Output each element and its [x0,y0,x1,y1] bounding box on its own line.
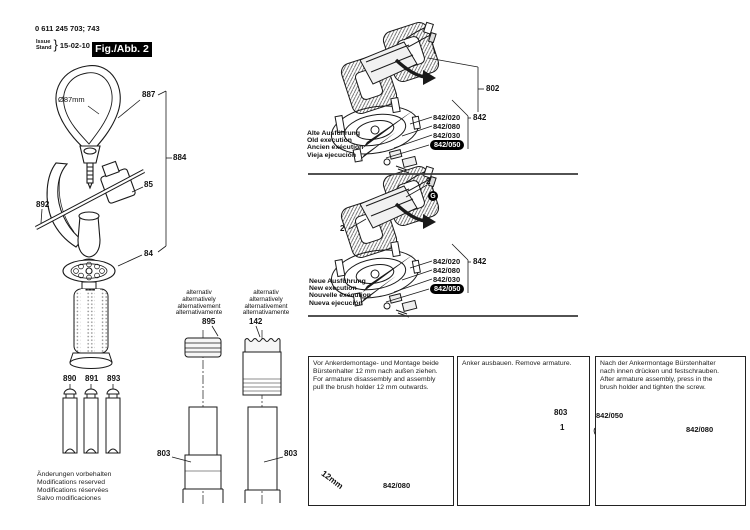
diameter-note: Ø87mm [58,95,85,104]
issue-date-row [36,37,90,53]
grease-badge: G [428,191,438,201]
instruction-box-2 [457,356,590,506]
callout-803-left: 803 [157,449,171,458]
callout-842-new: 842 [473,257,487,266]
tool-holder-803-right-drawing [245,407,280,503]
side-handle-grip-drawing [70,282,112,369]
alternative-note-2: alternativ alternatively alternativement alternativamente [242,289,290,317]
callout-842-080-box1: 842/080 [383,481,411,490]
callout-842-080-box3: 842/080 [686,425,714,434]
issue-word: Issue [36,39,51,45]
old-execution-caption: Alte Ausführung Old execution Ancien exécution Vieja ejecución [307,130,364,159]
brace-glyph: } [53,37,58,53]
callout-842-020-new: 842/020 [433,257,461,266]
alternative-note-1: alternativ alternatively alternativement alternativamente [175,289,223,317]
callout-890: 890 [63,374,77,383]
ring-handle-assembly-drawing [36,66,144,282]
callout-842-020-old: 842/020 [433,113,461,122]
grease-tubes-drawing [63,389,120,453]
callout-892: 892 [36,200,50,209]
callout-842-080-new: 842/080 [433,266,461,275]
callout-842-050-old: 842/050 [430,140,464,150]
modifications-footnote: Änderungen vorbehalten Modifications reserved Modifications réservées Salvo modificaciones [37,471,112,502]
callout-842-050-box3: 842/050 [596,411,624,420]
stand-word: Stand [36,44,52,51]
part-number: 0 611 245 703; 743 [35,24,100,33]
callout-891: 891 [85,374,99,383]
callout-2-left: 2 [340,224,345,233]
callout-893: 893 [107,374,121,383]
dimension-12mm: 12mm [319,468,346,491]
figure-label-badge: Fig./Abb. 2 [92,42,152,57]
callout-842-050-new: 842/050 [430,284,464,294]
tool-holder-803-left-drawing [183,407,223,503]
instruction-box-2-text: Anker ausbauen. Remove armature. [462,360,572,367]
callout-803-right: 803 [284,449,298,458]
callout-2-top: 2 [426,177,431,186]
callout-142: 142 [249,317,263,326]
issue-date: 15-02-10 [59,41,90,51]
callout-842-old: 842 [473,113,487,122]
instruction-box-1-text: Vor Ankerdemontage- und Montage beide Bürstenhalter 12 mm nach außen ziehen. For armature disassembly and assembly pull the brush holder 12 mm outwards. [313,360,439,391]
grease-jar-142-drawing [243,330,281,505]
callout-85: 85 [144,180,153,189]
callout-803-box2: 803 [554,408,568,417]
callout-887: 887 [142,90,156,99]
new-execution-caption: Neue Ausführung New execution Nouvelle exécution Nueva ejecución [309,278,371,307]
grease-cap-895-drawing [183,330,223,505]
instruction-box-3-text: Nach der Ankermontage Bürstenhalter nach innen drücken und festschrauben. After armature assembly, press in the brush holder and tighten the screw. [600,360,720,391]
instruction-box-3 [595,356,746,506]
callout-842-080-old: 842/080 [433,122,461,131]
callout-1-box2: 1 [560,423,565,432]
callout-884: 884 [173,153,187,162]
callout-802: 802 [486,84,500,93]
callout-842-030-old: 842/030 [433,131,461,140]
callout-895: 895 [202,317,216,326]
callout-842-030-new: 842/030 [433,275,461,284]
callout-84: 84 [144,249,153,258]
